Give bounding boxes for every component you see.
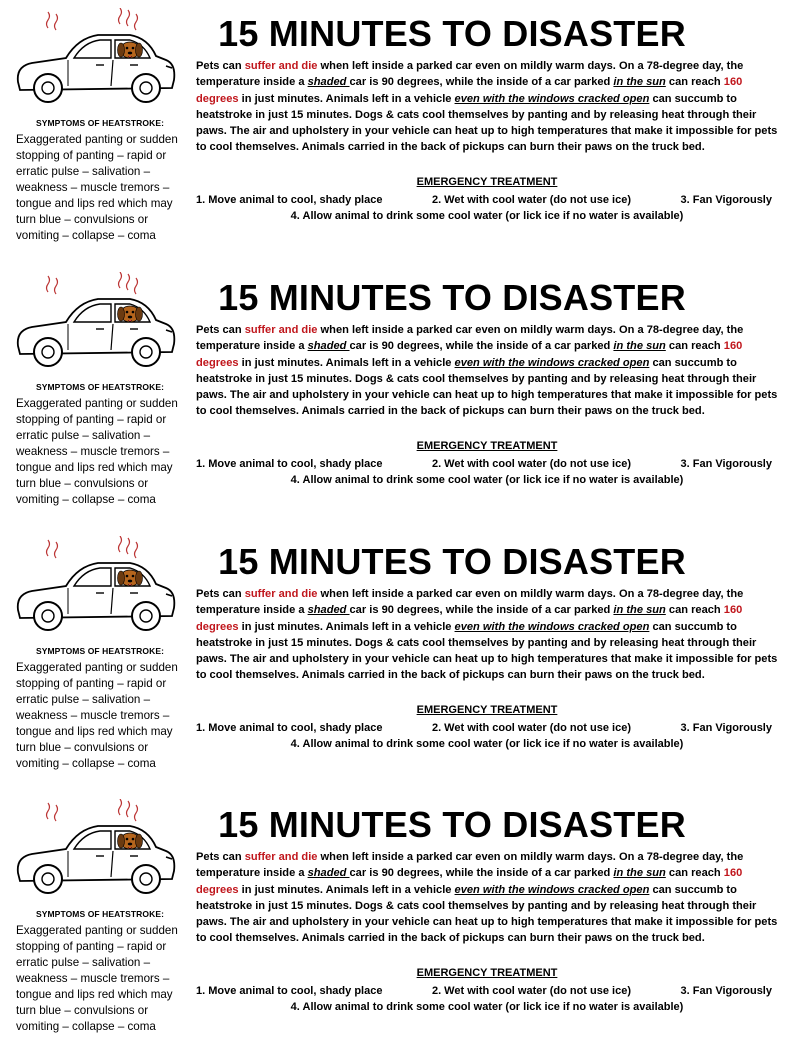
treatment-step: 3. Fan Vigorously	[680, 722, 772, 734]
emphasis-underline: shaded	[307, 867, 350, 880]
emphasis-underline: in the sun	[613, 76, 666, 89]
emergency-treatment-heading: EMERGENCY TREATMENT	[416, 704, 558, 716]
treatment-step: 4. Allow animal to drink some cool water (or lick ice if no water is available)	[290, 210, 684, 222]
treatment-step: 3. Fan Vigorously	[680, 194, 772, 206]
emphasis-underline: even with the windows cracked open	[454, 620, 650, 633]
warning-paragraph: Pets can suffer and die when left inside a parked car even on mildly warm days. On a 78-degree day, the temperature inside a shaded car is 90 degrees, while the inside of a car parked in the sun can reach 160 degrees in just minutes. Animals left in a vehicle even with the windows cracked open can succumb to heatstroke in just 15 minutes. Dogs & cats cool themselves by panting and by releasing heat through their paws. The air and upholstery in your vehicle can heat up to high temperatures that make it impossible for pets to cool themselves. Animals carried in the back of pickups can burn their paws on the truck bed.	[196, 588, 778, 682]
symptoms-text: Exaggerated panting or sudden stopping of panting – rapid or erratic pulse – salivation – weakness – muscle tremors – tongue and lips red which may turn blue – convulsions or vomiting – collapse – coma	[16, 924, 178, 1033]
emphasis-underline: shaded	[307, 604, 350, 617]
emphasis-red: suffer and die	[244, 60, 318, 72]
flyer-title: 15 MINUTES TO DISASTER	[218, 13, 686, 54]
emphasis-underline: even with the windows cracked open	[454, 883, 650, 896]
warning-paragraph: Pets can suffer and die when left inside a parked car even on mildly warm days. On a 78-degree day, the temperature inside a shaded car is 90 degrees, while the inside of a car parked in the sun can reach 160 degrees in just minutes. Animals left in a vehicle even with the windows cracked open can succumb to heatstroke in just 15 minutes. Dogs & cats cool themselves by panting and by releasing heat through their paws. The air and upholstery in your vehicle can heat up to high temperatures that make it impossible for pets to cool themselves. Animals carried in the back of pickups can burn their paws on the truck bed.	[196, 851, 778, 945]
treatment-steps	[196, 192, 778, 224]
treatment-step: 2. Wet with cool water (do not use ice)	[431, 985, 631, 997]
treatment-step: 3. Fan Vigorously	[680, 985, 772, 997]
flyer-card	[0, 264, 800, 522]
symptoms-text: Exaggerated panting or sudden stopping of panting – rapid or erratic pulse – salivation – weakness – muscle tremors – tongue and lips red which may turn blue – convulsions or vomiting – collapse – coma	[16, 397, 178, 506]
treatment-step: 1. Move animal to cool, shady place	[196, 194, 383, 206]
treatment-step: 2. Wet with cool water (do not use ice)	[431, 722, 631, 734]
symptoms-heading: SYMPTOMS OF HEATSTROKE:	[35, 382, 165, 392]
treatment-step: 1. Move animal to cool, shady place	[196, 985, 383, 997]
flyer-title: 15 MINUTES TO DISASTER	[218, 541, 686, 582]
emphasis-underline: shaded	[307, 76, 350, 89]
flyer-title: 15 MINUTES TO DISASTER	[218, 804, 686, 845]
hot-car-dog-icon	[8, 272, 188, 376]
emergency-treatment-heading: EMERGENCY TREATMENT	[416, 967, 558, 979]
warning-paragraph: Pets can suffer and die when left inside a parked car even on mildly warm days. On a 78-degree day, the temperature inside a shaded car is 90 degrees, while the inside of a car parked in the sun can reach 160 degrees in just minutes. Animals left in a vehicle even with the windows cracked open can succumb to heatstroke in just 15 minutes. Dogs & cats cool themselves by panting and by releasing heat through their paws. The air and upholstery in your vehicle can heat up to high temperatures that make it impossible for pets to cool themselves. Animals carried in the back of pickups can burn their paws on the truck bed.	[196, 60, 778, 154]
emphasis-red: 160 degrees	[196, 867, 743, 896]
treatment-steps	[196, 456, 778, 488]
treatment-steps	[196, 983, 778, 1015]
dog-face	[118, 570, 143, 586]
treatment-step: 1. Move animal to cool, shady place	[196, 458, 383, 470]
flyer-card	[0, 0, 800, 258]
emergency-treatment-heading: EMERGENCY TREATMENT	[416, 440, 558, 452]
hot-car-dog-icon	[8, 536, 188, 640]
emphasis-underline: in the sun	[613, 867, 666, 880]
treatment-step: 4. Allow animal to drink some cool water (or lick ice if no water is available)	[290, 1001, 684, 1013]
emphasis-red: 160 degrees	[196, 76, 743, 105]
emergency-treatment-heading: EMERGENCY TREATMENT	[416, 176, 558, 188]
hot-car-dog-icon	[8, 799, 188, 903]
symptoms-text: Exaggerated panting or sudden stopping of panting – rapid or erratic pulse – salivation – weakness – muscle tremors – tongue and lips red which may turn blue – convulsions or vomiting – collapse – coma	[16, 661, 178, 770]
treatment-step: 1. Move animal to cool, shady place	[196, 722, 383, 734]
emphasis-underline: shaded	[307, 340, 350, 353]
treatment-step: 4. Allow animal to drink some cool water (or lick ice if no water is available)	[290, 738, 684, 750]
treatment-step: 2. Wet with cool water (do not use ice)	[431, 458, 631, 470]
dog-face	[118, 306, 143, 322]
flyer-title: 15 MINUTES TO DISASTER	[218, 277, 686, 318]
emphasis-red: 160 degrees	[196, 340, 743, 369]
dog-face	[118, 833, 143, 849]
treatment-step: 2. Wet with cool water (do not use ice)	[431, 194, 631, 206]
treatment-steps	[196, 720, 778, 752]
dog-face	[118, 42, 143, 58]
emphasis-underline: even with the windows cracked open	[454, 92, 650, 105]
hot-car-dog-icon	[8, 8, 188, 112]
emphasis-red: suffer and die	[244, 324, 318, 336]
flyer-card	[0, 791, 800, 1049]
treatment-step: 4. Allow animal to drink some cool water (or lick ice if no water is available)	[290, 474, 684, 486]
emphasis-underline: in the sun	[613, 604, 666, 617]
warning-paragraph: Pets can suffer and die when left inside a parked car even on mildly warm days. On a 78-degree day, the temperature inside a shaded car is 90 degrees, while the inside of a car parked in the sun can reach 160 degrees in just minutes. Animals left in a vehicle even with the windows cracked open can succumb to heatstroke in just 15 minutes. Dogs & cats cool themselves by panting and by releasing heat through their paws. The air and upholstery in your vehicle can heat up to high temperatures that make it impossible for pets to cool themselves. Animals carried in the back of pickups can burn their paws on the truck bed.	[196, 324, 778, 418]
flyer-card	[0, 528, 800, 786]
emphasis-red: suffer and die	[244, 851, 318, 863]
emphasis-red: suffer and die	[244, 588, 318, 600]
emphasis-underline: in the sun	[613, 340, 666, 353]
treatment-step: 3. Fan Vigorously	[680, 458, 772, 470]
symptoms-heading: SYMPTOMS OF HEATSTROKE:	[35, 646, 165, 656]
symptoms-heading: SYMPTOMS OF HEATSTROKE:	[35, 118, 165, 128]
symptoms-text: Exaggerated panting or sudden stopping of panting – rapid or erratic pulse – salivation – weakness – muscle tremors – tongue and lips red which may turn blue – convulsions or vomiting – collapse – coma	[16, 133, 178, 242]
emphasis-red: 160 degrees	[196, 604, 743, 633]
emphasis-underline: even with the windows cracked open	[454, 356, 650, 369]
symptoms-heading: SYMPTOMS OF HEATSTROKE:	[35, 909, 165, 919]
